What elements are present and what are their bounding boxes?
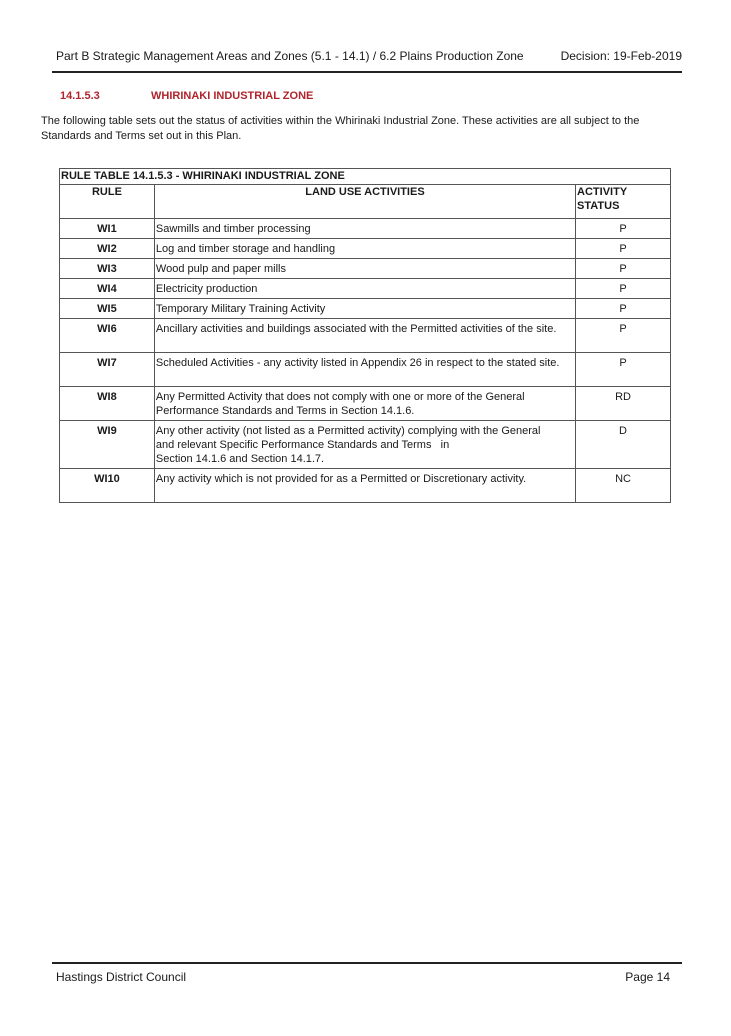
intro-paragraph: The following table sets out the status of activities within the Whirinaki Industrial Zone. These activities are all subject to the Standards and Terms set out in this Plan. [41, 115, 640, 142]
header-activity-status [576, 185, 671, 219]
rule-code: WI10 [60, 469, 155, 503]
table-row [60, 353, 671, 387]
activity-description: Any Permitted Activity that does not comply with one or more of the General Performance Standards and Terms in Section 14.1.6. [154, 387, 575, 421]
activity-status: NC [576, 469, 671, 503]
table-header-row [60, 185, 671, 219]
footer-page-number: Page 14 [625, 970, 670, 984]
activity-status: P [576, 279, 671, 299]
activity-status: P [576, 239, 671, 259]
activity-description [154, 421, 575, 469]
table-row [60, 319, 671, 353]
header-land-use-activities: LAND USE ACTIVITIES [154, 185, 575, 219]
activity-status: P [576, 299, 671, 319]
footer-council-name: Hastings District Council [56, 970, 187, 984]
table-row [60, 299, 671, 319]
header-divider [52, 71, 682, 73]
section-title: WHIRINAKI INDUSTRIAL ZONE [151, 90, 314, 102]
table-title-row [60, 169, 671, 185]
activity-description: Electricity production [154, 279, 575, 299]
activity-status: P [576, 353, 671, 387]
rule-code: WI7 [60, 353, 155, 387]
header-document-title: Part B Strategic Management Areas and Zones (5.1 - 14.1) / 6.2 Plains Production Zone [56, 49, 524, 63]
activity-description: Scheduled Activities - any activity listed in Appendix 26 in respect to the stated site. [154, 353, 575, 387]
rule-code: WI5 [60, 299, 155, 319]
header-activity-status-line1: ACTIVITY [577, 186, 628, 198]
activity-description: Ancillary activities and buildings associated with the Permitted activities of the site. [154, 319, 575, 353]
table-row [60, 279, 671, 299]
table-title: RULE TABLE 14.1.5.3 - WHIRINAKI INDUSTRIAL ZONE [60, 169, 671, 185]
rule-code: WI3 [60, 259, 155, 279]
table-row [60, 387, 671, 421]
table-row [60, 469, 671, 503]
table-row [60, 421, 671, 469]
activity-status: P [576, 219, 671, 239]
activity-line: Any other activity (not listed as a Permitted activity) complying with the General [155, 425, 541, 437]
activity-line: Section 14.1.6 and Section 14.1.7. [155, 453, 325, 465]
rule-code: WI2 [60, 239, 155, 259]
activity-description: Wood pulp and paper mills [154, 259, 575, 279]
header-decision-date: Decision: 19-Feb-2019 [560, 49, 682, 63]
rule-code: WI8 [60, 387, 155, 421]
table-row [60, 259, 671, 279]
activity-status: P [576, 319, 671, 353]
header-activity-status-line2: STATUS [577, 200, 620, 212]
activity-line: and relevant Specific Performance Standards and Terms in [155, 439, 450, 451]
activity-description: Temporary Military Training Activity [154, 299, 575, 319]
rule-code: WI4 [60, 279, 155, 299]
rule-code: WI9 [60, 421, 155, 469]
activity-status: D [576, 421, 671, 469]
rule-code: WI6 [60, 319, 155, 353]
header-rule: RULE [60, 185, 155, 219]
table-row [60, 219, 671, 239]
footer-divider [52, 962, 682, 964]
rule-table [59, 168, 671, 503]
activity-status: RD [576, 387, 671, 421]
activity-description: Sawmills and timber processing [154, 219, 575, 239]
table-row [60, 239, 671, 259]
activity-status: P [576, 259, 671, 279]
rule-code: WI1 [60, 219, 155, 239]
activity-description: Log and timber storage and handling [154, 239, 575, 259]
section-number: 14.1.5.3 [60, 90, 100, 102]
activity-description: Any activity which is not provided for as a Permitted or Discretionary activity. [154, 469, 575, 503]
